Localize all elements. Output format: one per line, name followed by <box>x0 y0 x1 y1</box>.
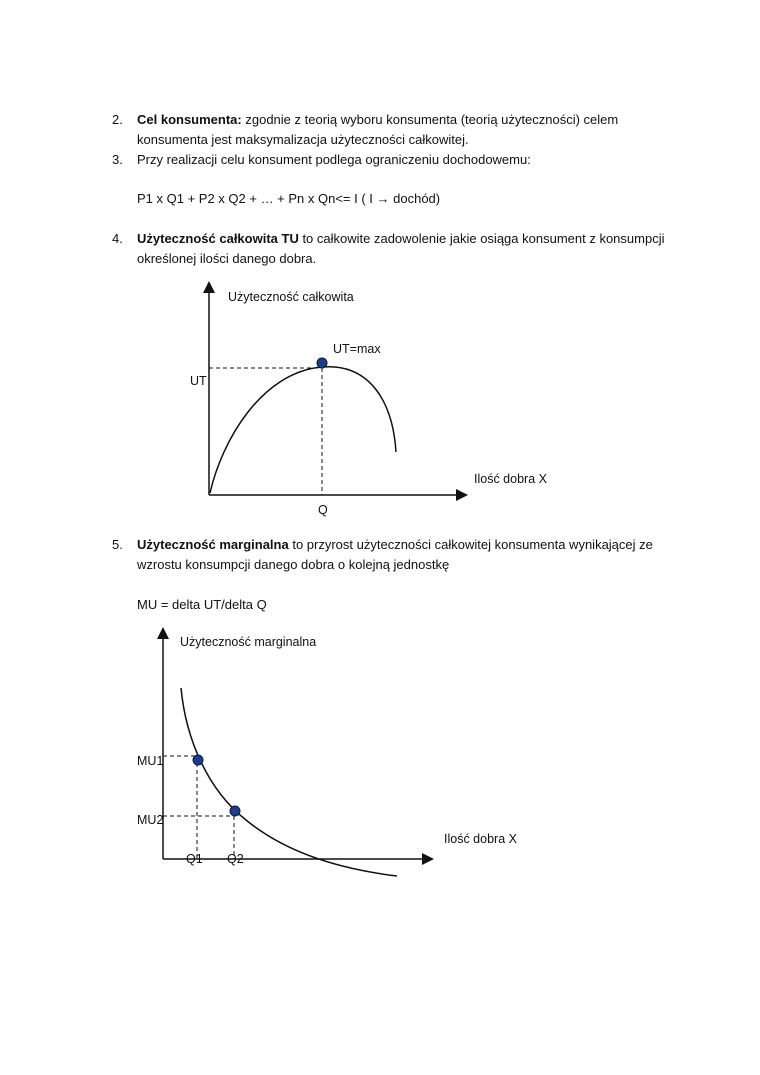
marginal-utility-chart <box>137 633 518 876</box>
item-text: zgodnie z teorią wyboru konsumenta (teorią użyteczności) celem <box>241 112 619 127</box>
term-cel-konsumenta: Cel konsumenta: <box>137 112 242 127</box>
mu1-tick-label: MU1 <box>137 754 164 768</box>
ut-tick-label: UT <box>190 374 207 388</box>
item-text-continued: konsumenta jest maksymalizacja użyteczności całkowitej. <box>137 132 469 147</box>
term-uzytecznosc-calkowita: Użyteczność całkowita TU <box>137 231 299 246</box>
point-q1-mu1 <box>193 755 203 765</box>
q-tick-label: Q <box>318 503 328 517</box>
max-point <box>317 358 327 368</box>
ut-max-annotation: UT=max <box>333 342 381 356</box>
q2-tick-label: Q2 <box>227 852 244 866</box>
item-text-continued: określonej ilości danego dobra. <box>137 251 317 266</box>
chart2-x-label: Ilość dobra X <box>444 832 517 846</box>
total-utility-chart <box>190 287 548 517</box>
list-number: 4. <box>112 231 123 246</box>
term-uzytecznosc-marginalna: Użyteczność marginalna <box>137 537 289 552</box>
list-number: 3. <box>112 152 123 167</box>
total-utility-curve <box>210 367 396 493</box>
point-q2-mu2 <box>230 806 240 816</box>
list-number: 2. <box>112 112 123 127</box>
budget-formula: P1 x Q1 + P2 x Q2 + … + Pn x Qn<= I ( I → dochód) <box>137 191 441 206</box>
mu-formula: MU = delta UT/delta Q <box>137 597 267 612</box>
chart1-x-label: Ilość dobra X <box>474 472 547 486</box>
item-text: Przy realizacji celu konsument podlega ograniczeniu dochodowemu: <box>137 152 531 167</box>
q1-tick-label: Q1 <box>186 852 203 866</box>
item-text: to przyrost użyteczności całkowitej konsumenta wynikającej ze <box>288 537 653 552</box>
item-text: to całkowite zadowolenie jakie osiąga konsument z konsumpcji <box>298 231 665 246</box>
chart1-y-label: Użyteczność całkowita <box>228 290 354 304</box>
chart2-y-label: Użyteczność marginalna <box>180 635 317 649</box>
item-text-continued: wzrostu konsumpcji danego dobra o kolejną jednostkę <box>137 557 450 572</box>
mu2-tick-label: MU2 <box>137 813 164 827</box>
marginal-utility-curve <box>181 688 397 876</box>
list-number: 5. <box>112 537 123 552</box>
